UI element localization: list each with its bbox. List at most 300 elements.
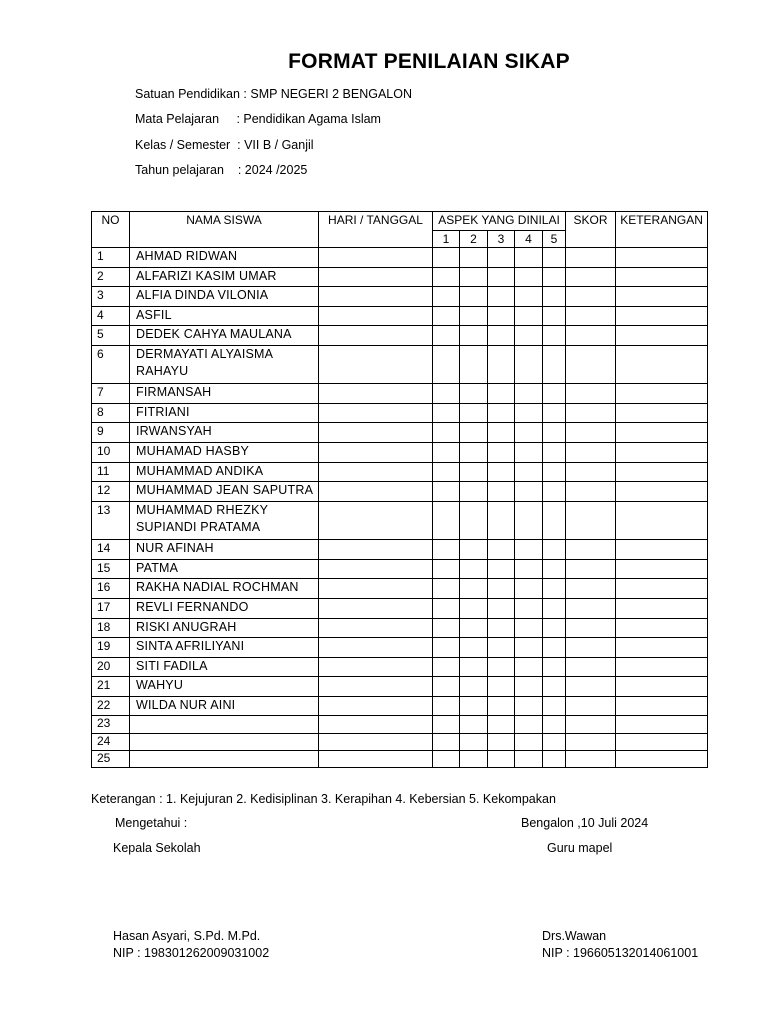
aspek-4-cell	[515, 326, 543, 346]
skor-cell	[566, 248, 616, 268]
date-cell	[319, 462, 433, 482]
aspek-1-cell	[433, 579, 460, 599]
row-number: 19	[92, 638, 130, 658]
keterangan-cell	[616, 696, 708, 716]
table-row	[92, 443, 708, 463]
skor-cell	[566, 267, 616, 287]
header-aspek-5: 5	[543, 231, 566, 248]
aspek-5-cell	[543, 267, 566, 287]
student-name: MUHAMMAD JEAN SAPUTRA	[130, 482, 319, 502]
aspek-5-cell	[543, 733, 566, 750]
aspek-1-cell	[433, 423, 460, 443]
keterangan-cell	[616, 618, 708, 638]
row-number: 17	[92, 598, 130, 618]
date-cell	[319, 750, 433, 767]
student-name: WILDA NUR AINI	[130, 696, 319, 716]
aspek-4-cell	[515, 462, 543, 482]
document-title: FORMAT PENILAIAN SIKAP	[288, 50, 570, 73]
student-name: ASFIL	[130, 306, 319, 326]
aspek-5-cell	[543, 540, 566, 560]
aspek-3-cell	[488, 696, 515, 716]
aspek-1-cell	[433, 696, 460, 716]
keterangan-cell	[616, 638, 708, 658]
row-number: 1	[92, 248, 130, 268]
student-name: NUR AFINAH	[130, 540, 319, 560]
guru-mapel-nip: NIP : 196605132014061001	[542, 946, 699, 960]
keterangan-cell	[616, 306, 708, 326]
keterangan-cell	[616, 657, 708, 677]
student-name: FIRMANSAH	[130, 384, 319, 404]
date-cell	[319, 482, 433, 502]
date-cell	[319, 306, 433, 326]
table-row	[92, 618, 708, 638]
meta-satuan-pendidikan: Satuan Pendidikan : SMP NEGERI 2 BENGALON	[135, 87, 412, 101]
row-number: 12	[92, 482, 130, 502]
skor-cell	[566, 482, 616, 502]
aspek-5-cell	[543, 423, 566, 443]
table-body	[92, 248, 708, 768]
aspek-4-cell	[515, 677, 543, 697]
aspek-2-cell	[460, 248, 488, 268]
keterangan-cell	[616, 677, 708, 697]
aspek-1-cell	[433, 462, 460, 482]
aspek-5-cell	[543, 657, 566, 677]
aspek-1-cell	[433, 638, 460, 658]
aspek-3-cell	[488, 403, 515, 423]
aspek-2-cell	[460, 326, 488, 346]
aspek-5-cell	[543, 326, 566, 346]
table-row	[92, 326, 708, 346]
table-row	[92, 733, 708, 750]
mengetahui-label: Mengetahui :	[115, 816, 188, 830]
student-name: SITI FADILA	[130, 657, 319, 677]
aspek-3-cell	[488, 267, 515, 287]
skor-cell	[566, 733, 616, 750]
aspek-4-cell	[515, 598, 543, 618]
student-name: MUHAMAD HASBY	[130, 443, 319, 463]
keterangan-cell	[616, 462, 708, 482]
row-number: 13	[92, 501, 130, 539]
row-number: 10	[92, 443, 130, 463]
date-cell	[319, 267, 433, 287]
date-cell	[319, 657, 433, 677]
place-date: Bengalon ,10 Juli 2024	[521, 816, 649, 830]
aspek-3-cell	[488, 618, 515, 638]
aspek-2-cell	[460, 540, 488, 560]
header-aspek-3: 3	[488, 231, 515, 248]
skor-cell	[566, 579, 616, 599]
date-cell	[319, 598, 433, 618]
keterangan-cell	[616, 540, 708, 560]
aspek-3-cell	[488, 638, 515, 658]
aspek-1-cell	[433, 598, 460, 618]
table-row	[92, 267, 708, 287]
date-cell	[319, 423, 433, 443]
header-keterangan: KETERANGAN	[616, 212, 708, 248]
aspek-3-cell	[488, 384, 515, 404]
keterangan-cell	[616, 482, 708, 502]
table-row	[92, 638, 708, 658]
aspek-5-cell	[543, 248, 566, 268]
row-number: 16	[92, 579, 130, 599]
row-number: 7	[92, 384, 130, 404]
row-number: 14	[92, 540, 130, 560]
date-cell	[319, 326, 433, 346]
aspek-5-cell	[543, 638, 566, 658]
aspek-4-cell	[515, 559, 543, 579]
aspek-4-cell	[515, 403, 543, 423]
aspek-1-cell	[433, 287, 460, 307]
aspek-4-cell	[515, 306, 543, 326]
aspek-3-cell	[488, 423, 515, 443]
aspek-1-cell	[433, 403, 460, 423]
row-number: 4	[92, 306, 130, 326]
row-number: 6	[92, 345, 130, 383]
aspek-1-cell	[433, 443, 460, 463]
table-row	[92, 403, 708, 423]
aspek-2-cell	[460, 696, 488, 716]
row-number: 15	[92, 559, 130, 579]
keterangan-cell	[616, 287, 708, 307]
header-aspek-1: 1	[433, 231, 460, 248]
student-name	[130, 733, 319, 750]
table-row	[92, 559, 708, 579]
aspek-3-cell	[488, 443, 515, 463]
date-cell	[319, 443, 433, 463]
aspek-2-cell	[460, 482, 488, 502]
keterangan-cell	[616, 716, 708, 733]
aspek-4-cell	[515, 501, 543, 539]
table-row	[92, 501, 708, 539]
table-row	[92, 345, 708, 383]
meta-tahun-pelajaran: Tahun pelajaran : 2024 /2025	[135, 162, 308, 177]
aspek-2-cell	[460, 657, 488, 677]
date-cell	[319, 618, 433, 638]
aspek-5-cell	[543, 677, 566, 697]
aspek-4-cell	[515, 750, 543, 767]
student-name: DEDEK CAHYA MAULANA	[130, 326, 319, 346]
student-name: IRWANSYAH	[130, 423, 319, 443]
skor-cell	[566, 657, 616, 677]
aspek-5-cell	[543, 482, 566, 502]
aspek-1-cell	[433, 559, 460, 579]
table-row	[92, 696, 708, 716]
aspek-3-cell	[488, 579, 515, 599]
keterangan-cell	[616, 326, 708, 346]
row-number: 24	[92, 733, 130, 750]
keterangan-cell	[616, 267, 708, 287]
kepala-sekolah-label: Kepala Sekolah	[113, 841, 201, 855]
skor-cell	[566, 618, 616, 638]
aspek-3-cell	[488, 733, 515, 750]
aspek-5-cell	[543, 501, 566, 539]
row-number: 20	[92, 657, 130, 677]
row-number: 8	[92, 403, 130, 423]
row-number: 3	[92, 287, 130, 307]
skor-cell	[566, 287, 616, 307]
table-row	[92, 716, 708, 733]
student-name: MUHAMMAD ANDIKA	[130, 462, 319, 482]
aspek-3-cell	[488, 750, 515, 767]
date-cell	[319, 696, 433, 716]
aspek-5-cell	[543, 345, 566, 383]
aspek-4-cell	[515, 618, 543, 638]
aspek-4-cell	[515, 696, 543, 716]
student-name: FITRIANI	[130, 403, 319, 423]
aspek-1-cell	[433, 677, 460, 697]
aspek-2-cell	[460, 462, 488, 482]
aspek-2-cell	[460, 598, 488, 618]
skor-cell	[566, 306, 616, 326]
skor-cell	[566, 345, 616, 383]
aspek-4-cell	[515, 579, 543, 599]
header-hari-tanggal: HARI / TANGGAL	[319, 212, 433, 248]
date-cell	[319, 403, 433, 423]
header-aspek-2: 2	[460, 231, 488, 248]
table-row	[92, 462, 708, 482]
table-row	[92, 598, 708, 618]
aspek-3-cell	[488, 716, 515, 733]
row-number: 2	[92, 267, 130, 287]
aspek-2-cell	[460, 443, 488, 463]
aspek-3-cell	[488, 657, 515, 677]
aspek-2-cell	[460, 716, 488, 733]
aspek-5-cell	[543, 559, 566, 579]
aspek-2-cell	[460, 267, 488, 287]
aspek-4-cell	[515, 267, 543, 287]
skor-cell	[566, 540, 616, 560]
kepala-sekolah-nip: NIP : 198301262009031002	[113, 946, 270, 960]
skor-cell	[566, 326, 616, 346]
student-name: MUHAMMAD RHEZKY SUPIANDI PRATAMA	[130, 501, 319, 539]
table-row	[92, 677, 708, 697]
skor-cell	[566, 716, 616, 733]
row-number: 21	[92, 677, 130, 697]
aspek-5-cell	[543, 384, 566, 404]
aspek-1-cell	[433, 384, 460, 404]
aspek-2-cell	[460, 579, 488, 599]
header-no: NO	[92, 212, 130, 248]
aspek-5-cell	[543, 579, 566, 599]
skor-cell	[566, 403, 616, 423]
skor-cell	[566, 598, 616, 618]
keterangan-cell	[616, 384, 708, 404]
aspek-4-cell	[515, 540, 543, 560]
aspek-3-cell	[488, 306, 515, 326]
aspek-1-cell	[433, 267, 460, 287]
aspek-2-cell	[460, 384, 488, 404]
aspek-4-cell	[515, 345, 543, 383]
keterangan-cell	[616, 443, 708, 463]
student-name	[130, 750, 319, 767]
aspek-5-cell	[543, 598, 566, 618]
aspek-5-cell	[543, 750, 566, 767]
aspek-2-cell	[460, 287, 488, 307]
aspek-4-cell	[515, 384, 543, 404]
date-cell	[319, 579, 433, 599]
date-cell	[319, 677, 433, 697]
skor-cell	[566, 462, 616, 482]
skor-cell	[566, 750, 616, 767]
aspek-1-cell	[433, 540, 460, 560]
row-number: 9	[92, 423, 130, 443]
skor-cell	[566, 696, 616, 716]
keterangan-cell	[616, 501, 708, 539]
date-cell	[319, 501, 433, 539]
keterangan-cell	[616, 423, 708, 443]
student-name: WAHYU	[130, 677, 319, 697]
table-row	[92, 287, 708, 307]
table-row	[92, 482, 708, 502]
aspek-2-cell	[460, 750, 488, 767]
aspek-5-cell	[543, 696, 566, 716]
aspek-1-cell	[433, 716, 460, 733]
student-name: ALFARIZI KASIM UMAR	[130, 267, 319, 287]
aspek-2-cell	[460, 677, 488, 697]
row-number: 22	[92, 696, 130, 716]
aspek-5-cell	[543, 287, 566, 307]
skor-cell	[566, 443, 616, 463]
date-cell	[319, 540, 433, 560]
table-row	[92, 540, 708, 560]
student-name: REVLI FERNANDO	[130, 598, 319, 618]
kepala-sekolah-name: Hasan Asyari, S.Pd. M.Pd.	[113, 929, 261, 943]
aspek-2-cell	[460, 559, 488, 579]
aspek-3-cell	[488, 559, 515, 579]
aspek-1-cell	[433, 326, 460, 346]
guru-mapel-name: Drs.Wawan	[542, 929, 607, 943]
aspek-2-cell	[460, 423, 488, 443]
skor-cell	[566, 638, 616, 658]
assessment-table	[91, 211, 708, 768]
aspek-4-cell	[515, 248, 543, 268]
date-cell	[319, 733, 433, 750]
aspek-3-cell	[488, 248, 515, 268]
keterangan-cell	[616, 750, 708, 767]
row-number: 18	[92, 618, 130, 638]
keterangan-cell	[616, 733, 708, 750]
aspek-1-cell	[433, 248, 460, 268]
header-skor: SKOR	[566, 212, 616, 248]
aspek-2-cell	[460, 501, 488, 539]
row-number: 5	[92, 326, 130, 346]
date-cell	[319, 248, 433, 268]
aspek-5-cell	[543, 443, 566, 463]
aspek-4-cell	[515, 287, 543, 307]
date-cell	[319, 345, 433, 383]
aspek-1-cell	[433, 657, 460, 677]
aspek-1-cell	[433, 733, 460, 750]
guru-mapel-label: Guru mapel	[547, 841, 613, 855]
date-cell	[319, 287, 433, 307]
table-row	[92, 423, 708, 443]
aspek-1-cell	[433, 501, 460, 539]
student-name: PATMA	[130, 559, 319, 579]
aspek-4-cell	[515, 423, 543, 443]
skor-cell	[566, 501, 616, 539]
student-name: RAKHA NADIAL ROCHMAN	[130, 579, 319, 599]
table-row	[92, 384, 708, 404]
keterangan-cell	[616, 345, 708, 383]
keterangan-note: Keterangan : 1. Kejujuran 2. Kedisiplinan 3. Kerapihan 4. Kebersian 5. Kekompakan	[91, 792, 556, 806]
student-name: ALFIA DINDA VILONIA	[130, 287, 319, 307]
date-cell	[319, 638, 433, 658]
aspek-3-cell	[488, 326, 515, 346]
aspek-1-cell	[433, 618, 460, 638]
aspek-1-cell	[433, 750, 460, 767]
header-aspek-4: 4	[515, 231, 543, 248]
table-row	[92, 750, 708, 767]
row-number: 11	[92, 462, 130, 482]
aspek-2-cell	[460, 618, 488, 638]
table-row	[92, 306, 708, 326]
aspek-3-cell	[488, 540, 515, 560]
aspek-4-cell	[515, 657, 543, 677]
aspek-2-cell	[460, 345, 488, 383]
meta-kelas-semester: Kelas / Semester : VII B / Ganjil	[135, 137, 314, 152]
aspek-5-cell	[543, 462, 566, 482]
aspek-3-cell	[488, 677, 515, 697]
student-name: RISKI ANUGRAH	[130, 618, 319, 638]
aspek-3-cell	[488, 501, 515, 539]
keterangan-cell	[616, 579, 708, 599]
date-cell	[319, 716, 433, 733]
row-number: 25	[92, 750, 130, 767]
aspek-2-cell	[460, 638, 488, 658]
table-row	[92, 657, 708, 677]
skor-cell	[566, 423, 616, 443]
aspek-4-cell	[515, 482, 543, 502]
date-cell	[319, 559, 433, 579]
student-name: DERMAYATI ALYAISMA RAHAYU	[130, 345, 319, 383]
student-name: AHMAD RIDWAN	[130, 248, 319, 268]
header-nama-siswa: NAMA SISWA	[130, 212, 319, 248]
table-row	[92, 579, 708, 599]
aspek-5-cell	[543, 618, 566, 638]
aspek-4-cell	[515, 638, 543, 658]
keterangan-cell	[616, 403, 708, 423]
aspek-1-cell	[433, 345, 460, 383]
aspek-4-cell	[515, 733, 543, 750]
aspek-3-cell	[488, 462, 515, 482]
aspek-1-cell	[433, 306, 460, 326]
document-meta	[135, 86, 412, 187]
table-row	[92, 248, 708, 268]
aspek-2-cell	[460, 306, 488, 326]
keterangan-cell	[616, 598, 708, 618]
keterangan-cell	[616, 559, 708, 579]
skor-cell	[566, 677, 616, 697]
row-number: 23	[92, 716, 130, 733]
aspek-4-cell	[515, 716, 543, 733]
student-name	[130, 716, 319, 733]
aspek-4-cell	[515, 443, 543, 463]
date-cell	[319, 384, 433, 404]
aspek-3-cell	[488, 287, 515, 307]
aspek-5-cell	[543, 403, 566, 423]
aspek-5-cell	[543, 716, 566, 733]
aspek-3-cell	[488, 345, 515, 383]
skor-cell	[566, 384, 616, 404]
keterangan-cell	[616, 248, 708, 268]
header-aspek: ASPEK YANG DINILAI	[433, 212, 566, 231]
meta-mata-pelajaran: Mata Pelajaran : Pendidikan Agama Islam	[135, 112, 381, 127]
aspek-3-cell	[488, 482, 515, 502]
aspek-3-cell	[488, 598, 515, 618]
aspek-5-cell	[543, 306, 566, 326]
aspek-2-cell	[460, 733, 488, 750]
aspek-2-cell	[460, 403, 488, 423]
